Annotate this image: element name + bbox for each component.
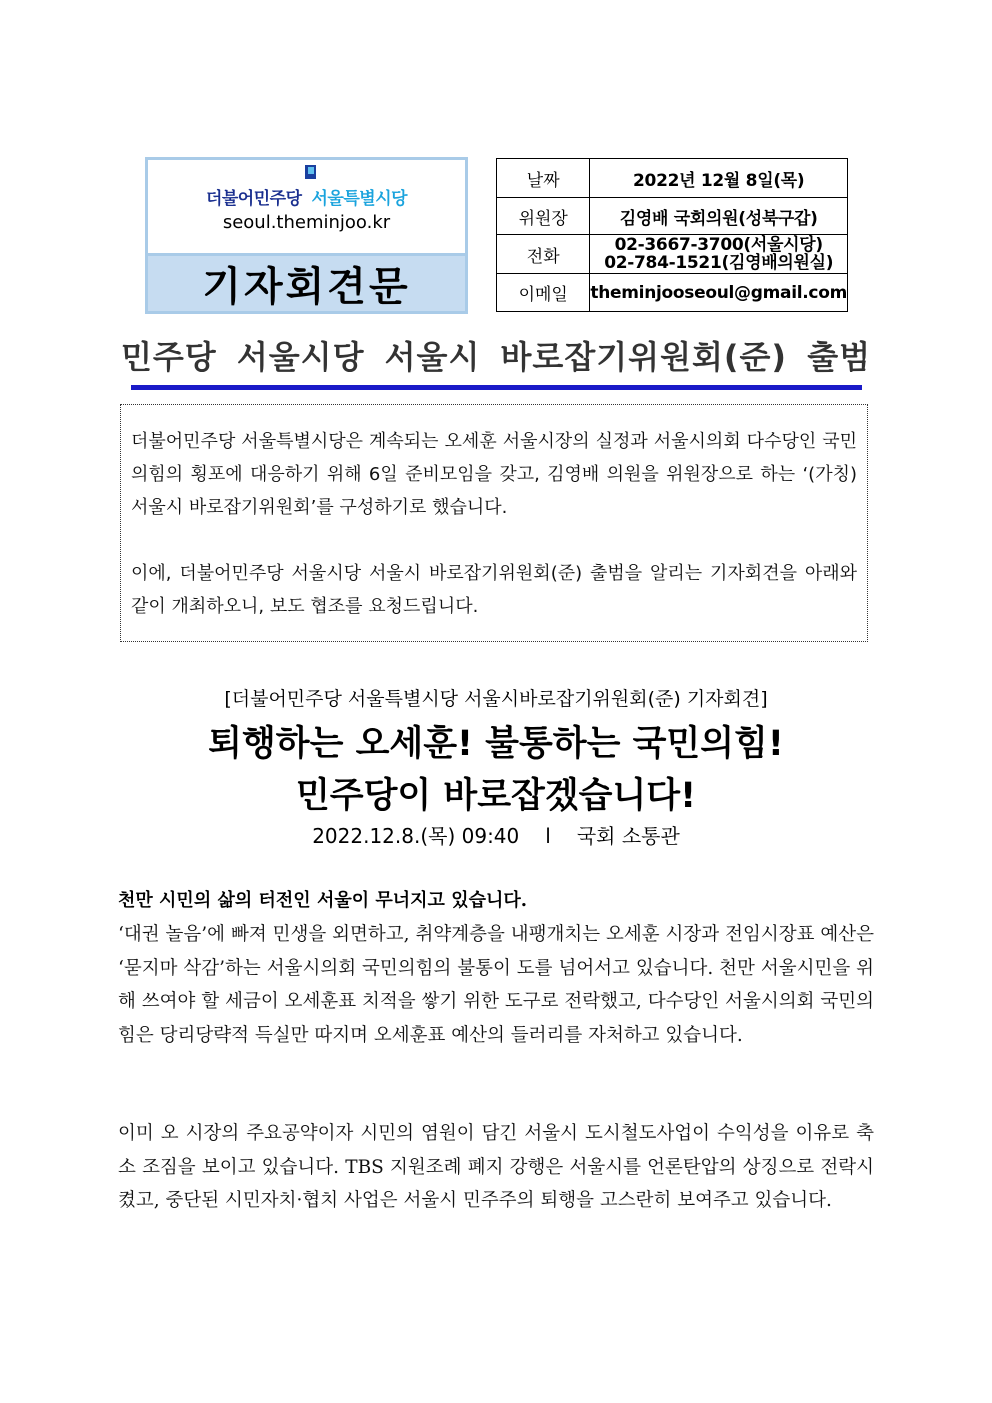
body-paragraph-1: ‘대권 놀음’에 빠져 민생을 외면하고, 취약계층을 내팽개치는 오세훈 시장과 전임시장표 예산은 ‘묻지마 삭감’하는 서울시의회 국민의힘의 불통이 도를 넘어서고 있습니다. 천만 서울시민을 위해 쓰여야 할 세금이 오세훈표 치적을 쌓기 위한 도구로 전락했고, 다수당인 서울시의회 국민의힘은 당리당략적 득실만 따지며 오세훈표 예산의 들러리를 자처하고 있습니다.: [118, 924, 874, 1046]
phone-line-1: 02-3667-3700(서울시당): [614, 235, 823, 255]
info-label: 전화: [497, 235, 590, 274]
logo-box: [145, 157, 468, 314]
event-datetime: 2022.12.8.(목) 09:40: [312, 824, 520, 848]
info-label: 날짜: [497, 159, 590, 198]
logo-branch-name: 서울특별시당: [311, 189, 408, 209]
info-value-date: 2022년 12월 8일(목): [590, 159, 848, 198]
party-flag-icon: [304, 164, 318, 180]
body-paragraph-2: 이미 오 시장의 주요공약이자 시민의 염원이 담긴 서울시 도시철도사업이 수익성을 이유로 축소 조짐을 보이고 있습니다. TBS 지원조례 폐지 강행은 서울시를 언론탄압의 상징으로 전락시켰고, 중단된 시민자치·협치 사업은 서울시 민주주의 퇴행을 고스란히 보여주고 있습니다.: [118, 1123, 874, 1212]
info-value-chair: 김영배 국회의원(성북구갑): [590, 198, 848, 235]
event-subtitle: [더불어민주당 서울특별시당 서울시바로잡기위원회(준) 기자회견]: [224, 688, 768, 710]
info-row-date: [497, 159, 848, 198]
press-release-label: 기자회견문: [148, 253, 465, 311]
info-value-phone: [590, 235, 848, 274]
summary-paragraph-1: 더불어민주당 서울특별시당은 계속되는 오세훈 서울시장의 실정과 서울시의회 다수당인 국민의힘의 횡포에 대응하기 위해 6일 준비모임을 갖고, 김영배 의원을 위원장으로 하는 ‘(가칭) 서울시 바로잡기위원회’를 구성하기로 했습니다.: [131, 431, 857, 518]
info-row-email: [497, 274, 848, 312]
event-info: [0, 820, 992, 849]
page-title: 민주당 서울시당 서울시 바로잡기위원회(준) 출범: [120, 338, 872, 376]
info-value-email: theminjooseoul@gmail.com: [590, 274, 848, 312]
event-headline-2: 민주당이 바로잡겠습니다!: [295, 776, 697, 816]
summary-box: [120, 404, 868, 642]
info-row-chair: [497, 198, 848, 235]
body-lead: 천만 시민의 삶의 터전인 서울이 무너지고 있습니다.: [118, 890, 528, 911]
title-divider: [131, 385, 862, 390]
logo-website: seoul.theminjoo.kr: [222, 212, 391, 233]
event-place: 국회 소통관: [576, 824, 680, 848]
info-row-phone: [497, 235, 848, 274]
info-label: 이메일: [497, 274, 590, 312]
logo-wordmark: [148, 184, 465, 209]
info-label: 위원장: [497, 198, 590, 235]
logo-area: [148, 160, 465, 253]
info-table: [496, 158, 848, 312]
logo-party-name: 더불어민주당: [205, 189, 302, 209]
event-separator: l: [545, 824, 551, 848]
phone-line-2: 02-784-1521(김영배의원실): [604, 253, 834, 273]
event-headline-1: 퇴행하는 오세훈! 불통하는 국민의힘!: [208, 724, 784, 764]
summary-paragraph-2: 이에, 더불어민주당 서울시당 서울시 바로잡기위원회(준) 출범을 알리는 기자회견을 아래와 같이 개최하오니, 보도 협조를 요청드립니다.: [131, 563, 857, 617]
